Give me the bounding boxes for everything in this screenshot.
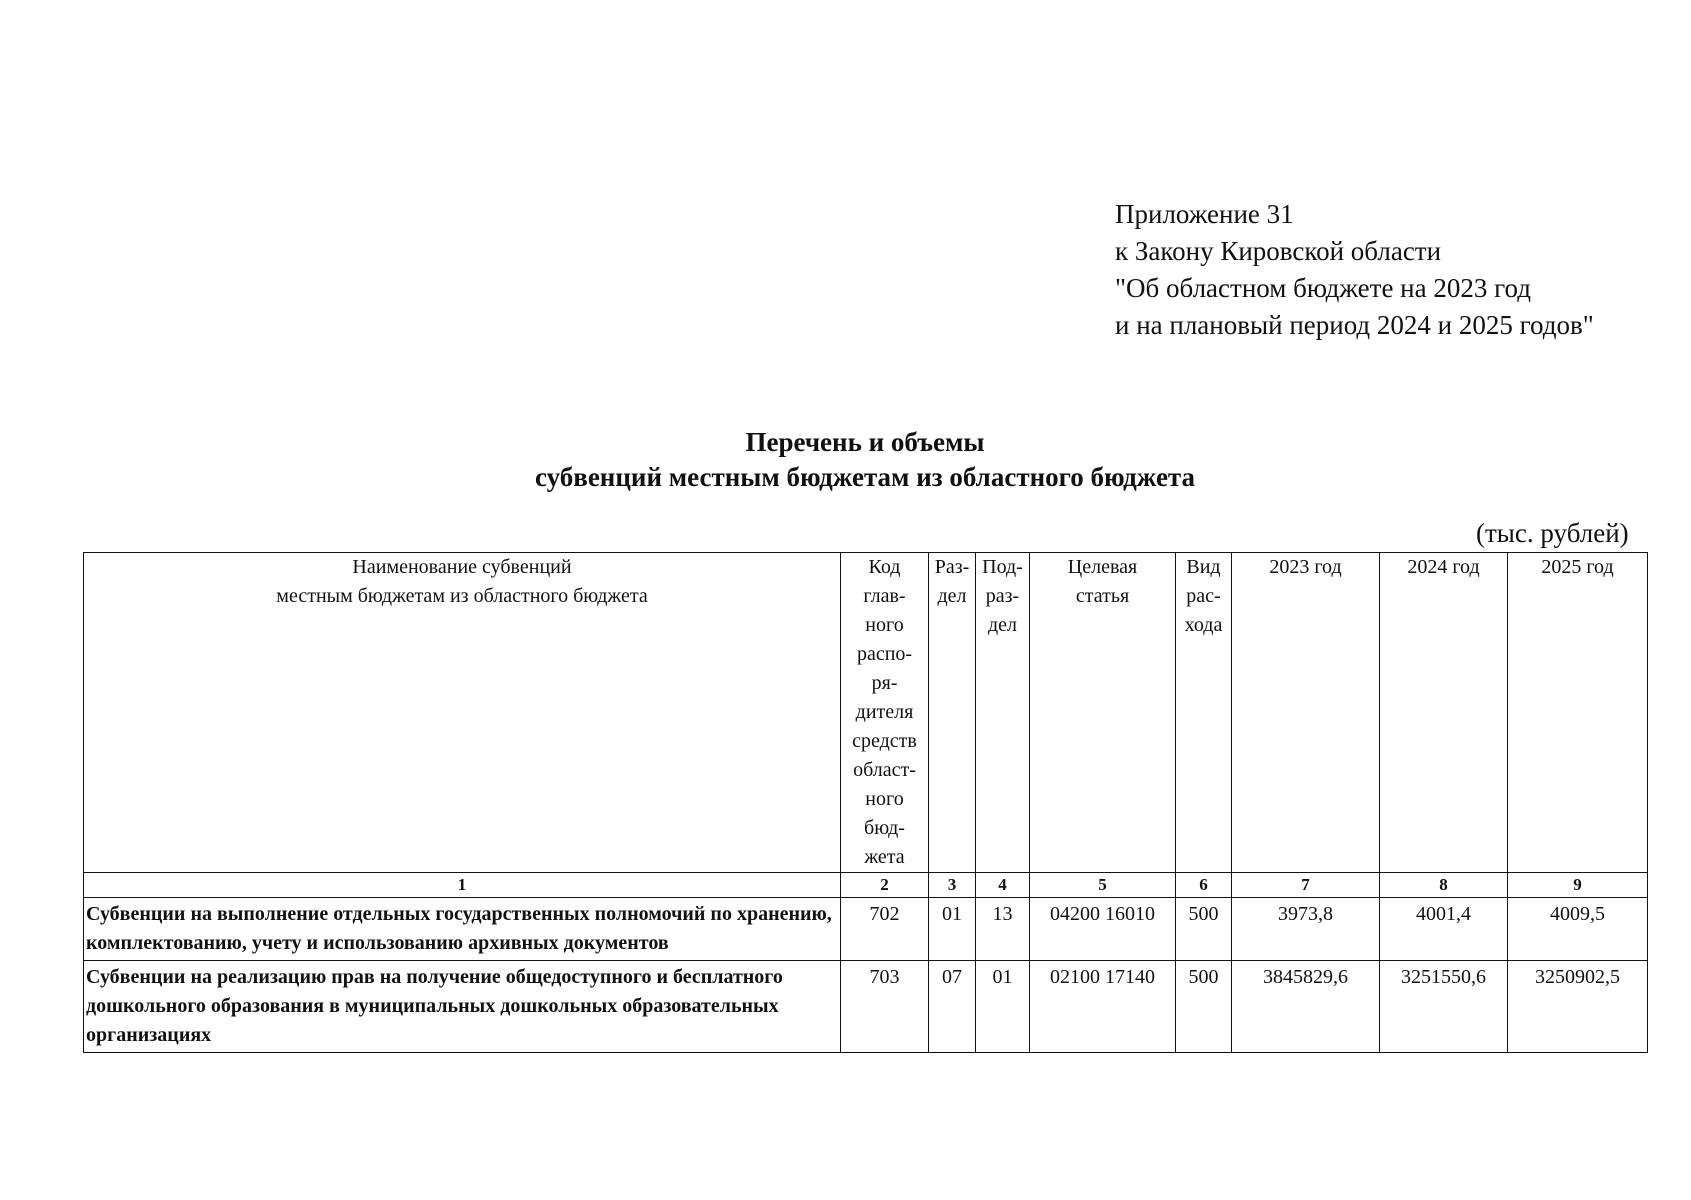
row-expense-type: 500	[1176, 898, 1232, 961]
title-line-1: Перечень и объемы	[745, 427, 985, 457]
row-expense-type: 500	[1176, 961, 1232, 1053]
appendix-block	[1115, 196, 1594, 344]
row-target: 04200 16010	[1030, 898, 1176, 961]
appendix-line: "Об областном бюджете на 2023 год	[1115, 273, 1531, 303]
column-number: 6	[1176, 873, 1232, 898]
header-subsection-line: раз-	[985, 585, 1020, 607]
header-code-line: бюд-	[864, 817, 905, 839]
header-code-line: жета	[864, 846, 905, 868]
header-target-line: Целевая	[1067, 556, 1138, 578]
row-target: 02100 17140	[1030, 961, 1176, 1053]
header-expense-type	[1176, 553, 1232, 873]
header-code-line: средств	[852, 730, 917, 752]
header-subsection-line: Под-	[982, 556, 1023, 578]
header-name-line: местным бюджетам из областного бюджета	[276, 585, 648, 607]
table-header-row	[84, 553, 1648, 873]
table-row	[84, 898, 1648, 961]
header-target	[1030, 553, 1176, 873]
column-number: 8	[1380, 873, 1508, 898]
title-line-2: субвенций местным бюджетам из областного бюджета	[534, 462, 1196, 492]
table-row	[84, 961, 1648, 1053]
row-name: Субвенции на реализацию прав на получение общедоступного и бесплатного дошкольного образования в муниципальных дошкольных образовательных организациях	[84, 961, 841, 1053]
header-target-line: статья	[1075, 585, 1130, 607]
appendix-line: и на плановый период 2024 и 2025 годов"	[1115, 310, 1594, 340]
header-expense-type-line: рас-	[1186, 585, 1221, 607]
header-code-line: ря-	[871, 672, 898, 694]
header-subsection-line: дел	[987, 614, 1018, 636]
header-code-line: област-	[853, 759, 916, 781]
row-section: 07	[929, 961, 976, 1053]
column-number: 9	[1508, 873, 1648, 898]
column-number: 7	[1232, 873, 1380, 898]
column-number: 3	[929, 873, 976, 898]
row-2025: 4009,5	[1508, 898, 1648, 961]
header-code-line: глав-	[863, 585, 906, 607]
header-expense-type-line: хода	[1184, 614, 1223, 636]
header-section	[929, 553, 976, 873]
header-name-line: Наименование субвенций	[352, 556, 572, 578]
header-name	[84, 553, 841, 873]
row-2024: 3251550,6	[1380, 961, 1508, 1053]
row-code: 703	[841, 961, 929, 1053]
header-2024: 2024 год	[1380, 553, 1508, 873]
appendix-line: к Закону Кировской области	[1115, 236, 1442, 266]
header-code-line: дителя	[855, 701, 914, 723]
header-section-line: дел	[937, 585, 967, 607]
column-number-row	[84, 873, 1648, 898]
header-2023: 2023 год	[1232, 553, 1380, 873]
header-code	[841, 553, 929, 873]
header-code-line: ного	[865, 614, 904, 636]
row-section: 01	[929, 898, 976, 961]
header-expense-type-line: Вид	[1186, 556, 1221, 578]
header-subsection	[976, 553, 1030, 873]
row-2025: 3250902,5	[1508, 961, 1648, 1053]
row-name: Субвенции на выполнение отдельных государственных полномочий по хранению, комплектованию, учету и использованию архивных документов	[84, 898, 841, 961]
header-code-line: Код	[868, 556, 901, 578]
column-number: 2	[841, 873, 929, 898]
row-subsection: 13	[976, 898, 1030, 961]
row-2023: 3973,8	[1232, 898, 1380, 961]
column-number: 5	[1030, 873, 1176, 898]
header-2025: 2025 год	[1508, 553, 1648, 873]
document-title	[0, 425, 1691, 495]
column-number: 1	[84, 873, 841, 898]
row-code: 702	[841, 898, 929, 961]
column-number: 4	[976, 873, 1030, 898]
appendix-line: Приложение 31	[1115, 199, 1294, 229]
row-2024: 4001,4	[1380, 898, 1508, 961]
unit-note: (тыс. рублей)	[1476, 518, 1629, 548]
header-code-line: распо-	[856, 643, 913, 665]
row-subsection: 01	[976, 961, 1030, 1053]
row-2023: 3845829,6	[1232, 961, 1380, 1053]
header-code-line: ного	[865, 788, 904, 810]
header-section-line: Раз-	[934, 556, 970, 578]
subventions-table	[83, 552, 1648, 1053]
